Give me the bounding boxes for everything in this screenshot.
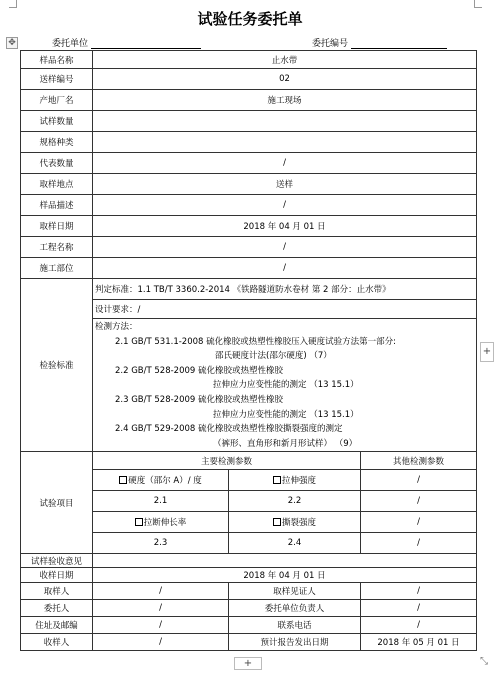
sampling-place-label: 取样地点 <box>21 174 93 195</box>
table-row <box>21 111 477 132</box>
report-date-label: 预计报告发出日期 <box>229 634 361 651</box>
manufacturer-value[interactable]: 施工现场 <box>93 90 477 111</box>
resize-icon[interactable]: ⤡ <box>480 656 488 667</box>
table-row <box>21 195 477 216</box>
method-line: 拉伸应力应变性能的测定 （13 15.1） <box>213 380 359 391</box>
param-elongation[interactable] <box>93 512 229 533</box>
design-requirement[interactable]: 设计要求：/ <box>93 300 477 319</box>
table-row <box>21 69 477 90</box>
methods-title: 检测方法： <box>95 322 138 332</box>
add-column-button[interactable]: + <box>480 342 494 362</box>
unit-head-label: 委托单位负责人 <box>229 600 361 617</box>
sample-desc-value[interactable]: / <box>93 195 477 216</box>
method-line: 2.3 GB/T 528-2009 硫化橡胶或热塑性橡胶 <box>115 394 284 405</box>
construction-part-label: 施工部位 <box>21 258 93 279</box>
receipt-date-value[interactable]: 2018 年 04 月 01 日 <box>93 568 477 583</box>
param-tensile-no: 2.2 <box>229 491 361 512</box>
project-name-label: 工程名称 <box>21 237 93 258</box>
spec-label: 规格种类 <box>21 132 93 153</box>
entrust-no-line[interactable] <box>351 39 447 49</box>
sample-no-value[interactable]: 02 <box>93 69 477 90</box>
project-name-value[interactable]: / <box>93 237 477 258</box>
method-line: 2.4 GB/T 529-2008 硫化橡胶或热塑性橡胶撕裂强度的测定 <box>115 424 343 435</box>
other-param-value[interactable]: / <box>361 491 477 512</box>
param-hardness[interactable] <box>93 470 229 491</box>
phone-value[interactable]: / <box>361 617 477 634</box>
document-title: 试验任务委托单 <box>197 10 303 28</box>
table-row <box>21 216 477 237</box>
param-tear-no: 2.4 <box>229 533 361 554</box>
sample-desc-label: 样品描述 <box>21 195 93 216</box>
phone-label: 联系电话 <box>229 617 361 634</box>
sample-qty-label: 试样数量 <box>21 111 93 132</box>
param-hardness-no: 2.1 <box>93 491 229 512</box>
witness-label: 取样见证人 <box>229 583 361 600</box>
table-row <box>21 51 477 69</box>
entruster-label: 委托人 <box>21 600 93 617</box>
page-corner-mark <box>474 0 482 8</box>
entrusting-unit-field <box>52 36 201 49</box>
checkbox-icon[interactable] <box>273 518 281 526</box>
table-row <box>21 634 477 651</box>
address-label: 住址及邮编 <box>21 617 93 634</box>
other-params-header: 其他检测参数 <box>361 452 477 470</box>
param-elongation-label: 拉断伸长率 <box>143 518 187 529</box>
sample-name-label: 样品名称 <box>21 51 93 69</box>
table-row <box>21 554 477 568</box>
table-row <box>21 279 477 300</box>
method-line: 2.1 GB/T 531.1-2008 硫化橡胶或热塑性橡胶压入硬度试验方法第一部分: <box>115 336 396 347</box>
table-row <box>21 90 477 111</box>
table-row <box>21 132 477 153</box>
construction-part-value[interactable]: / <box>93 258 477 279</box>
unit-head-value[interactable]: / <box>361 600 477 617</box>
receipt-opinion-value[interactable] <box>93 554 477 568</box>
judgement-standard[interactable]: 判定标准：1.1 TB/T 3360.2-2014 《铁路隧道防水卷材 第 2 部分：止水带》 <box>93 279 477 300</box>
sample-name-value[interactable]: 止水带 <box>93 51 477 69</box>
entrust-no-label: 委托编号 <box>312 39 349 49</box>
checkbox-icon[interactable] <box>273 476 281 484</box>
method-line: 拉伸应力应变性能的测定 （13 15.1） <box>213 409 359 420</box>
param-elongation-no: 2.3 <box>93 533 229 554</box>
rep-qty-label: 代表数量 <box>21 153 93 174</box>
address-value[interactable]: / <box>93 617 229 634</box>
table-row <box>21 617 477 634</box>
method-line: 邵氏硬度计法(邵尔硬度) （7） <box>215 351 332 362</box>
sampling-date-value[interactable]: 2018 年 04 月 01 日 <box>93 216 477 237</box>
receiver-label: 收样人 <box>21 634 93 651</box>
param-hardness-label: 硬度（邵尔 A）/ 度 <box>128 476 202 487</box>
sample-no-label: 送样编号 <box>21 69 93 90</box>
sampler-value[interactable]: / <box>93 583 229 600</box>
param-tear-label: 撕裂强度 <box>281 518 316 529</box>
table-row <box>21 237 477 258</box>
test-methods[interactable] <box>93 319 477 452</box>
entrust-no-field <box>312 36 447 49</box>
witness-value[interactable]: / <box>361 583 477 600</box>
receipt-opinion-label: 试样验收意见 <box>21 554 93 568</box>
table-row <box>21 600 477 617</box>
test-items-label: 试验项目 <box>21 452 93 554</box>
sampling-place-value[interactable]: 送样 <box>93 174 477 195</box>
method-line: 2.2 GB/T 528-2009 硫化橡胶或热塑性橡胶 <box>115 365 284 376</box>
sampling-date-label: 取样日期 <box>21 216 93 237</box>
page-corner-mark <box>9 0 17 8</box>
spec-value[interactable] <box>93 132 477 153</box>
checkbox-icon[interactable] <box>135 518 143 526</box>
entruster-value[interactable]: / <box>93 600 229 617</box>
entrusting-unit-label: 委托单位 <box>52 39 89 49</box>
receiver-value[interactable]: / <box>93 634 229 651</box>
table-row <box>21 258 477 279</box>
param-tensile-label: 拉伸强度 <box>281 476 316 487</box>
receipt-date-label: 收样日期 <box>21 568 93 583</box>
checkbox-icon[interactable] <box>119 476 127 484</box>
rep-qty-value[interactable]: / <box>93 153 477 174</box>
method-line: （裤形、直角形和新月形试样） （9） <box>213 438 358 449</box>
table-row <box>21 452 477 470</box>
add-row-button[interactable]: + <box>234 657 262 670</box>
report-date-value[interactable]: 2018 年 05 月 01 日 <box>361 634 477 651</box>
other-param-value[interactable]: / <box>361 533 477 554</box>
entrusting-unit-line[interactable] <box>91 39 201 49</box>
param-tensile[interactable] <box>229 470 361 491</box>
manufacturer-label: 产地厂名 <box>21 90 93 111</box>
standards-label: 检验标准 <box>21 279 93 452</box>
table-row <box>21 153 477 174</box>
table-row <box>21 174 477 195</box>
sampler-label: 取样人 <box>21 583 93 600</box>
entrust-table <box>20 50 477 651</box>
other-param-value[interactable]: / <box>361 470 477 491</box>
sample-qty-value[interactable] <box>93 111 477 132</box>
table-row <box>21 583 477 600</box>
table-row <box>21 568 477 583</box>
main-params-header: 主要检测参数 <box>93 452 361 470</box>
param-tear[interactable] <box>229 512 361 533</box>
table-move-icon[interactable]: ✥ <box>6 37 18 49</box>
other-param-value[interactable]: / <box>361 512 477 533</box>
